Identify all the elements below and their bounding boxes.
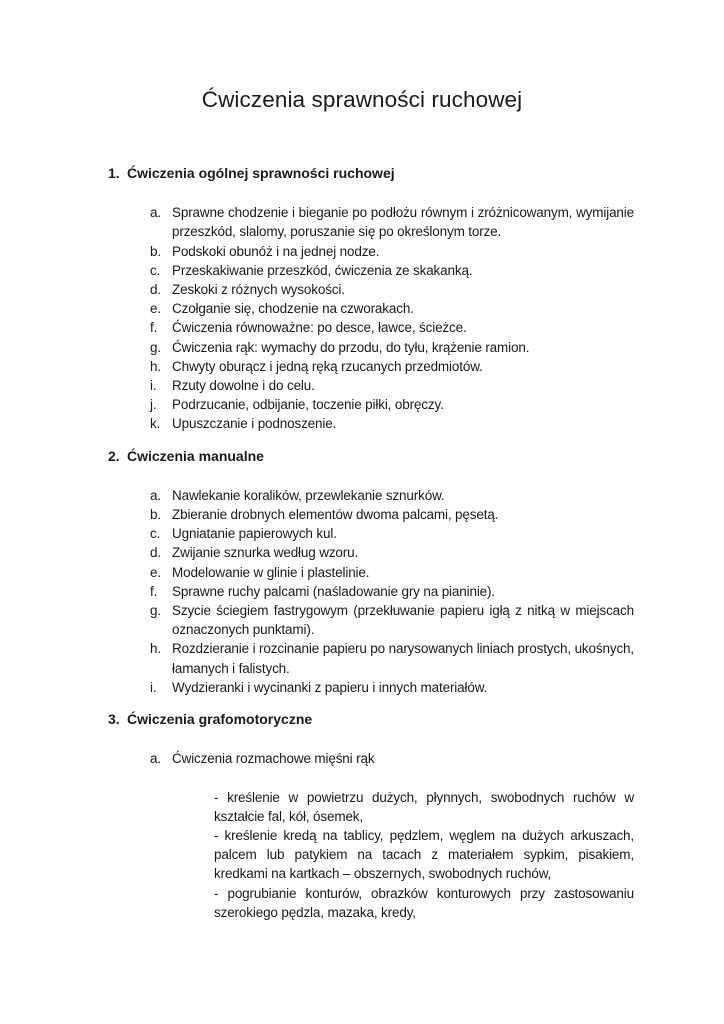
section-number: 2. <box>108 447 120 464</box>
list-item-letter: d. <box>150 282 161 298</box>
list-item-text: Przeskakiwanie przeszkód, ćwiczenia ze skakanką. <box>172 262 473 278</box>
list-item-letter: g. <box>150 339 161 355</box>
list-item-letter: k. <box>150 416 161 432</box>
list-item-letter: g. <box>150 603 161 619</box>
section-number: 1. <box>108 165 120 181</box>
section-title: Ćwiczenia grafomotoryczne <box>127 711 313 728</box>
list-item-text: Modelowanie w glinie i plastelinie. <box>172 564 370 580</box>
list-item <box>150 242 634 261</box>
list-item-text: Sprawne chodzenie i bieganie po podłożu równym i zróżnicowanym, wymijanie przeszkód, slalomy, poruszanie się po określonym torze. <box>172 205 634 240</box>
list-item-letter: e. <box>150 564 161 580</box>
document-sections <box>0 164 724 922</box>
section-heading <box>108 164 634 183</box>
list-item-letter: i. <box>150 679 157 695</box>
list-item <box>150 505 634 524</box>
list-item <box>150 749 634 768</box>
list-item <box>150 280 634 299</box>
section <box>108 164 634 434</box>
list-item-text: Nawlekanie koralików, przewlekanie sznurków. <box>172 487 445 503</box>
list-item-text: Ćwiczenia równoważne: po desce, ławce, ścieżce. <box>172 320 467 336</box>
section-title: Ćwiczenia manualne <box>127 447 264 464</box>
section-number: 3. <box>108 711 120 728</box>
list-item-text: Chwyty oburącz i jedną ręką rzucanych przedmiotów. <box>172 358 483 374</box>
list-item <box>150 543 634 562</box>
list-item-text: Zwijanie sznurka według wzoru. <box>172 545 359 561</box>
list-item-text: Czołganie się, chodzenie na czworakach. <box>172 301 414 317</box>
list-item-letter: c. <box>150 526 161 542</box>
list-item-letter: a. <box>150 205 161 221</box>
list-item <box>150 203 634 241</box>
section-heading <box>108 710 634 729</box>
list-item <box>150 563 634 582</box>
list-item-letter: a. <box>150 487 161 503</box>
list-item <box>150 639 634 677</box>
list-item <box>150 601 634 639</box>
list-item <box>150 395 634 414</box>
list-item-letter: j. <box>150 397 157 413</box>
list-item <box>150 338 634 357</box>
list-item-letter: h. <box>150 641 161 657</box>
section-items <box>150 486 634 697</box>
list-item-text: Rozdzieranie i rozcinanie papieru po narysowanych liniach prostych, ukośnych, łamanych i falistych. <box>172 641 634 676</box>
list-item-letter: e. <box>150 301 161 317</box>
section-heading <box>108 447 634 466</box>
list-item-text: Ćwiczenia rozmachowe mięśni rąk <box>172 751 375 767</box>
section-items <box>150 749 634 922</box>
list-item <box>150 582 634 601</box>
list-item-text: Podskoki obunóż i na jednej nodze. <box>172 243 380 259</box>
list-item-letter: b. <box>150 507 161 523</box>
list-item-letter: i. <box>150 378 157 394</box>
list-item-text: Rzuty dowolne i do celu. <box>172 378 315 394</box>
list-item-letter: c. <box>150 262 161 278</box>
list-item-letter: h. <box>150 358 161 374</box>
list-item-text: Zbieranie drobnych elementów dwoma palcami, pęsetą. <box>172 507 499 523</box>
list-item-letter: a. <box>150 751 161 767</box>
list-item <box>150 318 634 337</box>
list-item-letter: d. <box>150 545 161 561</box>
list-item-letter: f. <box>150 320 158 336</box>
section-items <box>150 203 634 433</box>
list-item-text: Ugniatanie papierowych kul. <box>172 526 337 542</box>
list-item <box>150 376 634 395</box>
list-item <box>150 524 634 543</box>
list-item-text: Podrzucanie, odbijanie, toczenie piłki, obręczy. <box>172 397 444 413</box>
sub-paragraphs <box>214 788 634 922</box>
list-item-text: Sprawne ruchy palcami (naśladowanie gry na pianinie). <box>172 583 495 599</box>
list-item-text: Upuszczanie i podnoszenie. <box>172 416 337 432</box>
section <box>108 447 634 697</box>
list-item <box>150 299 634 318</box>
list-item-text: Ćwiczenia rąk: wymachy do przodu, do tyłu, krążenie ramion. <box>172 339 530 355</box>
sub-paragraph: - pogrubianie konturów, obrazków konturowych przy zastosowaniu szerokiego pędzla, mazaka, kredy, <box>214 885 634 920</box>
list-item <box>150 261 634 280</box>
list-item <box>150 486 634 505</box>
list-item-text: Szycie ściegiem fastrygowym (przekłuwanie papieru igłą z nitką w miejscach oznaczonych punktami). <box>172 603 634 638</box>
list-item-letter: b. <box>150 243 161 259</box>
list-item-letter: f. <box>150 583 158 599</box>
section <box>108 710 634 922</box>
sub-paragraph: - kreślenie w powietrzu dużych, płynnych, swobodnych ruchów w kształcie fal, kół, ósemek, <box>214 789 634 824</box>
list-item <box>150 678 634 697</box>
sub-paragraph: - kreślenie kredą na tablicy, pędzlem, węglem na dużych arkuszach, palcem lub patykiem na tacach z materiałem sypkim, pisakiem, kredkami na kartkach – obszernych, swobodnych ruchów, <box>214 828 634 882</box>
list-item <box>150 414 634 433</box>
section-title: Ćwiczenia ogólnej sprawności ruchowej <box>127 165 395 181</box>
list-item <box>150 357 634 376</box>
list-item-text: Zeskoki z różnych wysokości. <box>172 282 345 298</box>
list-item-text: Wydzieranki i wycinanki z papieru i innych materiałów. <box>172 679 488 695</box>
document-title: Ćwiczenia sprawności ruchowej <box>201 87 523 112</box>
